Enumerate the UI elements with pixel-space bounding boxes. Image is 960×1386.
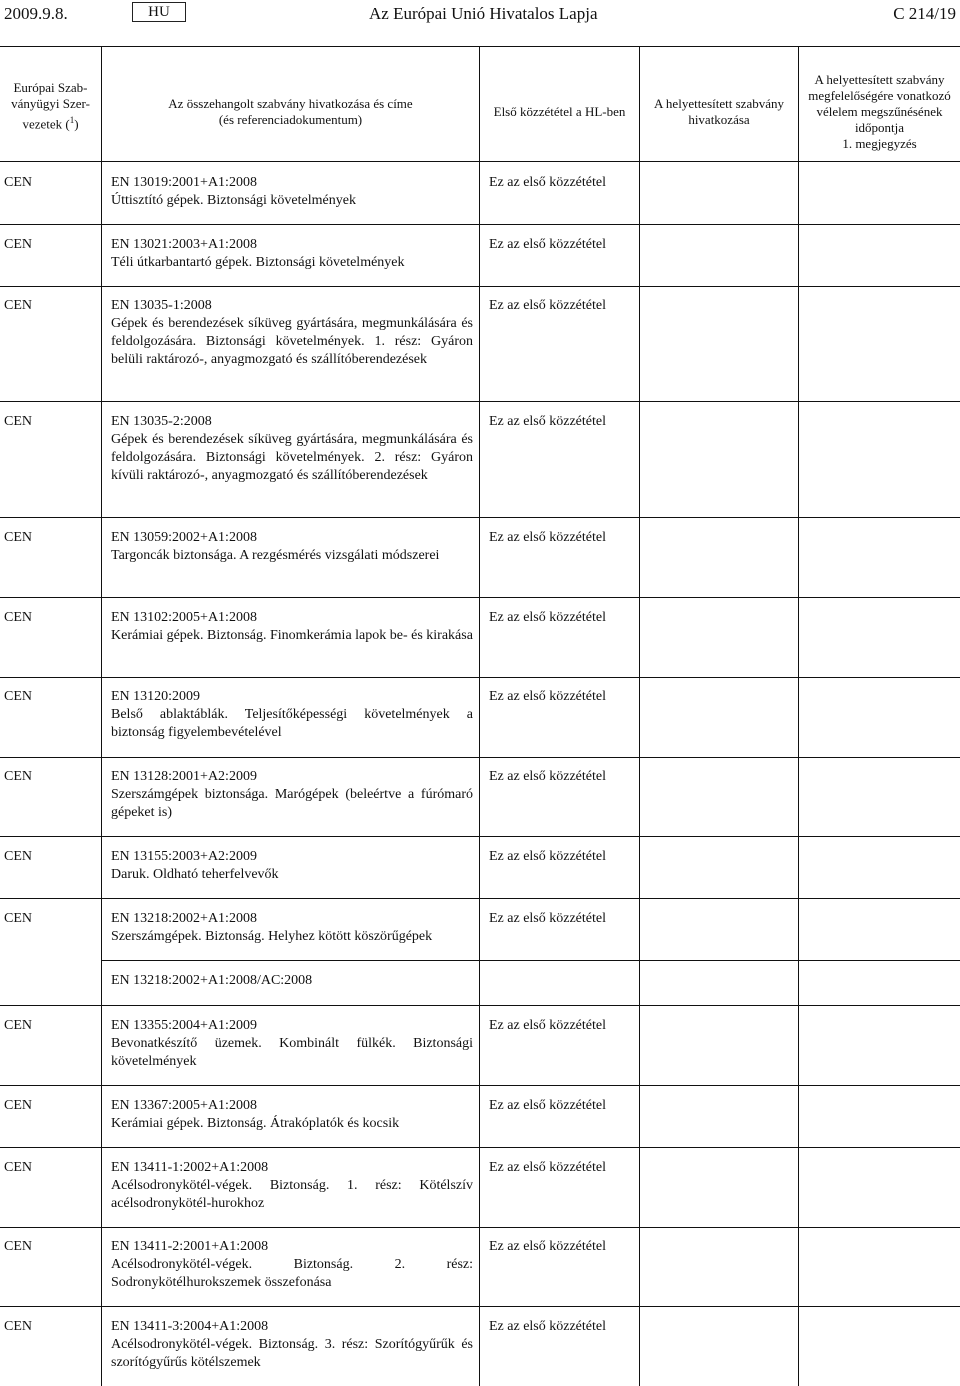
standard-reference: EN 13019:2001+A1:2008 [111,175,257,190]
row-divider [0,517,960,518]
standard-title: Téli útkarbantartó gépek. Biztonsági követelmények [111,255,405,270]
organisation: CEN [4,849,32,864]
standard-cell [111,1238,473,1292]
page-header [0,0,960,26]
first-publication: Ez az első közzététel [489,1239,606,1254]
standard-reference: EN 13035-2:2008 [111,414,212,429]
organisation: CEN [4,1098,32,1113]
first-publication: Ez az első közzététel [489,298,606,313]
standard-title: Belső ablaktáblák. Teljesítőképességi követelmények a biztonság figyelembevételével [111,707,473,740]
column-divider [479,46,480,1386]
standard-title: Szerszámgépek. Biztonság. Helyhez kötött köszörűgépek [111,929,433,944]
row-divider [0,898,960,899]
standard-reference: EN 13102:2005+A1:2008 [111,610,257,625]
standard-cell [111,972,473,990]
column-header-cessation-date: A helyettesített szabvány megfelelőségére vonatkozó vélelem megszűnésének időpontja 1. megjegyzés [808,72,951,151]
standard-cell [111,768,473,822]
column-header-organisation: Európai Szab- ványügyi Szer- vezetek ($^1$) [11,80,90,132]
standard-title: Daruk. Oldható teherfelvevők [111,867,279,882]
standard-title: Acélsodronykötél-végek. Biztonság. 2. rész: Sodronykötélhurokszemek összefonása [111,1257,473,1290]
standard-title: Kerámiai gépek. Biztonság. Finomkerámia lapok be- és kirakása [111,628,473,643]
first-publication: Ez az első közzététel [489,689,606,704]
standard-cell [111,848,473,884]
organisation: CEN [4,414,32,429]
standard-cell [111,174,473,210]
standard-cell [111,1159,473,1213]
standard-title: Acélsodronykötél-végek. Biztonság. 3. rész: Szorítógyűrűk és szorítógyűrűs kötélszemek [111,1337,473,1370]
standard-cell [111,413,473,485]
standard-cell [111,910,473,946]
column-header-standard: Az összehangolt szabvány hivatkozása és címe (és referenciadokumentum) [168,96,413,127]
standard-cell [111,688,473,742]
first-publication: Ez az első közzététel [489,1018,606,1033]
standard-cell [111,236,473,272]
standard-reference: EN 13411-3:2004+A1:2008 [111,1319,269,1334]
page-number: C 214/19 [893,4,956,23]
first-publication: Ez az első közzététel [489,911,606,926]
row-divider [0,1227,960,1228]
standard-cell [111,1318,473,1372]
standard-title: Gépek és berendezések síküveg gyártására, megmunkálására és feldolgozására. Biztonsági követelmények. 2. rész: Gyáron kívüli raktározó-, anyagmozgató és szállítóberendezések [111,432,473,483]
organisation: CEN [4,530,32,545]
standard-title: Targoncák biztonsága. A rezgésmérés vizsgálati módszerei [111,548,440,563]
organisation: CEN [4,175,32,190]
organisation: CEN [4,1319,32,1334]
standard-reference: EN 13218:2002+A1:2008 [111,911,257,926]
amendment-reference: EN 13218:2002+A1:2008/AC:2008 [111,973,313,988]
column-divider [639,46,640,1386]
row-divider [0,401,960,402]
row-divider [0,836,960,837]
row-divider [0,1085,960,1086]
standard-reference: EN 13155:2003+A2:2009 [111,849,257,864]
row-divider [0,1147,960,1148]
standard-reference: EN 13367:2005+A1:2008 [111,1098,257,1113]
organisation: CEN [4,237,32,252]
standard-cell [111,1017,473,1071]
standard-reference: EN 13128:2001+A2:2009 [111,769,257,784]
organisation: CEN [4,610,32,625]
organisation: CEN [4,689,32,704]
standard-reference: EN 13059:2002+A1:2008 [111,530,257,545]
row-divider [0,757,960,758]
standard-title: Gépek és berendezések síküveg gyártására, megmunkálására és feldolgozására. Biztonsági követelmények. 1. rész: Gyáron belüli raktározó-, anyagmozgató és szállítóberendezések [111,316,473,367]
standard-reference: EN 13411-1:2002+A1:2008 [111,1160,269,1175]
organisation: CEN [4,298,32,313]
standard-cell [111,1097,473,1133]
standard-cell [111,529,473,565]
row-divider [0,1005,960,1006]
first-publication: Ez az első közzététel [489,1098,606,1113]
table-top-rule [0,46,960,47]
first-publication: Ez az első közzététel [489,849,606,864]
language-badge: HU [132,2,186,22]
standard-cell [111,297,473,369]
first-publication: Ez az első közzététel [489,1160,606,1175]
standard-title: Kerámiai gépek. Biztonság. Átrakóplatók és kocsik [111,1116,400,1131]
standard-title: Acélsodronykötél-végek. Biztonság. 1. rész: Kötélszív acélsodronykötél-hurokhoz [111,1178,473,1211]
row-divider [0,677,960,678]
first-publication: Ez az első közzététel [489,530,606,545]
standard-reference: EN 13021:2003+A1:2008 [111,237,257,252]
row-divider [0,1306,960,1307]
first-publication: Ez az első közzététel [489,175,606,190]
column-header-replaced-standard: A helyettesített szabvány hivatkozása [654,96,784,127]
row-divider [101,960,960,961]
header-bottom-rule [0,161,960,162]
row-divider [0,597,960,598]
organisation: CEN [4,769,32,784]
organisation: CEN [4,1239,32,1254]
first-publication: Ez az első közzététel [489,610,606,625]
standard-reference: EN 13355:2004+A1:2009 [111,1018,257,1033]
first-publication: Ez az első közzététel [489,1319,606,1334]
first-publication: Ez az első közzététel [489,237,606,252]
column-divider [101,46,102,1386]
standard-title: Úttisztító gépek. Biztonsági követelmények [111,193,356,208]
first-publication: Ez az első közzététel [489,414,606,429]
first-publication: Ez az első közzététel [489,769,606,784]
organisation: CEN [4,1018,32,1033]
organisation: CEN [4,911,32,926]
standard-reference: EN 13411-2:2001+A1:2008 [111,1239,269,1254]
standard-title: Bevonatkészítő üzemek. Kombinált fülkék. Biztonsági követelmények [111,1036,473,1069]
column-header-first-publication: Első közzététel a HL-ben [493,104,626,119]
standard-reference: EN 13035-1:2008 [111,298,212,313]
column-divider [798,46,799,1386]
standard-title: Szerszámgépek biztonsága. Marógépek (beleértve a fúrómaró gépeket is) [111,787,473,820]
standard-reference: EN 13120:2009 [111,689,201,704]
organisation: CEN [4,1160,32,1175]
row-divider [0,224,960,225]
publication-date: 2009.9.8. [4,4,68,23]
row-divider [0,286,960,287]
standard-cell [111,609,473,645]
journal-title: Az Európai Unió Hivatalos Lapja [369,4,598,23]
